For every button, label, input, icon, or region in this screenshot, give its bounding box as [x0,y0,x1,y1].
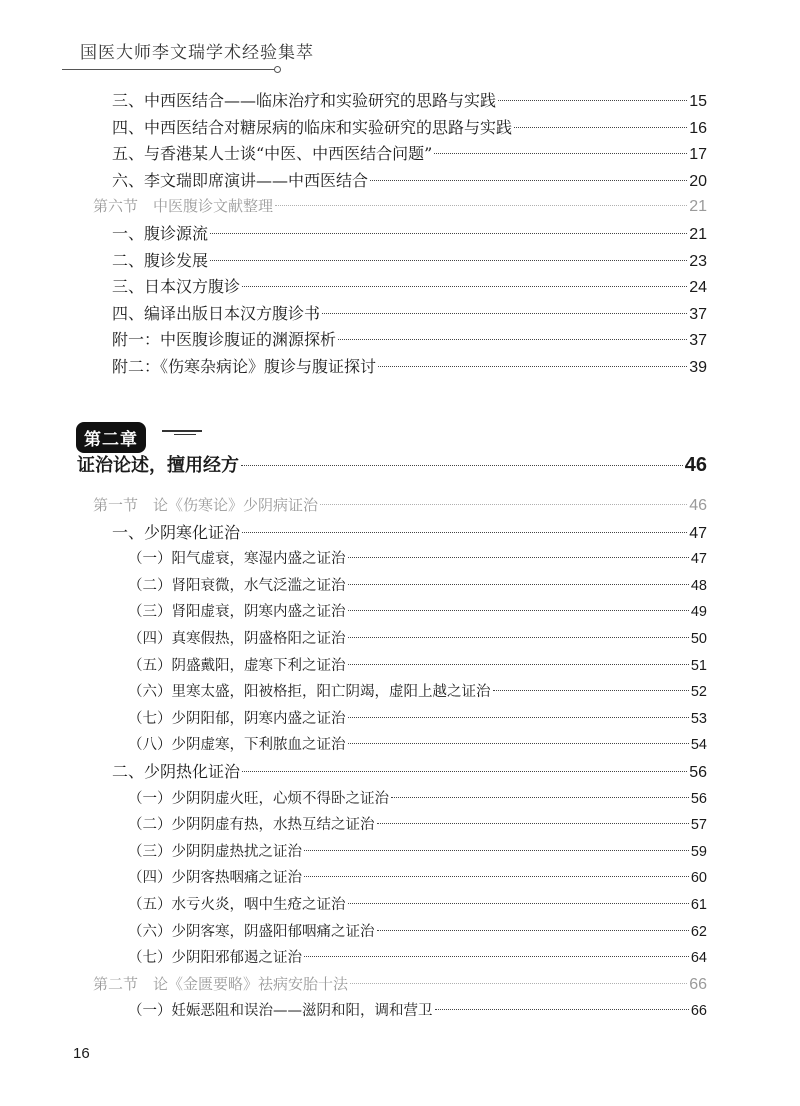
toc-entry-title: 三、中西医结合——临床治疗和实验研究的思路与实践 [112,91,497,110]
chapter-rule [162,430,202,436]
toc-entry-row[interactable] [112,274,707,300]
leader-dots [498,100,687,101]
toc-entry-page: 59 [690,843,707,860]
toc-entry-title: （三）肾阳虚衰，阴寒内盛之证治 [128,604,346,621]
toc-entry-title: 四、中西医结合对糖尿病的临床和实验研究的思路与实践 [112,117,513,137]
toc-entry-page: 54 [690,737,707,754]
toc-entry-page: 24 [689,279,707,297]
toc-entry-title: （五）水亏火炎，咽中生疮之证治 [128,897,346,913]
toc-entry-row[interactable] [128,812,707,838]
leader-dots [348,717,689,718]
leader-dots [493,690,689,691]
toc-entry-page: 66 [689,975,707,993]
toc-entry-page: 61 [690,897,707,913]
toc-entry-title: （七）少阴阳邪郁遏之证治 [128,950,302,967]
toc-entry-page: 60 [690,870,707,887]
toc-entry-page: 48 [690,577,707,594]
toc-entry-page: 46 [689,497,707,514]
toc-entry-page: 39 [689,359,707,376]
leader-dots [514,127,687,128]
toc-entry-row[interactable] [128,945,707,971]
toc-entry-page: 20 [689,172,707,190]
toc-entry-title: 附二：《伤寒杂病论》腹诊与腹证探讨 [112,357,377,376]
leader-dots [348,903,689,904]
toc-entry-row[interactable] [128,865,707,891]
toc-entry-page: 51 [690,657,707,674]
toc-entry-title: 一、腹诊源流 [112,224,209,243]
leader-dots [370,180,687,181]
toc-entry-title: 五、与香港某人士谈“中医、中西医结合问题” [112,144,433,164]
toc-entry-page: 56 [690,790,707,807]
toc-entry-title: （三）少阴阴虚热扰之证治 [128,843,302,860]
leader-dots [348,743,689,744]
leader-dots [242,771,687,772]
toc-entry-title: （一）妊娠恶阻和误治——滋阴和阳，调和营卫 [128,1003,433,1020]
leader-dots [348,610,689,611]
leader-dots [435,1009,689,1010]
toc-entry-row[interactable] [112,221,707,247]
leader-dots [304,876,689,877]
leader-dots [348,584,689,585]
chapter-title-row[interactable] [77,450,707,480]
chapter-page: 46 [684,454,707,476]
toc-entry-row[interactable] [128,573,707,599]
toc-entry-title: （四）真寒假热，阴盛格阳之证治 [128,631,346,647]
toc-entry-title: 六、李文瑞即席演讲——中西医结合 [112,170,369,190]
toc-entry-row[interactable] [112,115,707,141]
toc-entry-row[interactable] [112,88,707,114]
toc-entry-title: 三、日本汉方腹诊 [112,277,241,297]
toc-entry-title: 第二节 论《金匮要略》祛病安胎十法 [93,975,349,993]
toc-entry-page: 21 [689,198,707,216]
toc-entry-title: 第一节 论《伤寒论》少阴病证治 [93,497,319,514]
toc-entry-row[interactable] [128,998,707,1024]
toc-entry-title: （一）少阴阴虚火旺，心烦不得卧之证治 [128,790,389,807]
leader-dots [320,504,687,505]
toc-entry-row[interactable] [112,141,707,167]
toc-entry-row[interactable] [128,892,707,918]
toc-entry-row[interactable] [128,679,707,705]
toc-entry-title: （二）肾阳衰微，水气泛滥之证治 [128,577,346,594]
toc-entry-title: （一）阳气虚衰，寒湿内盛之证治 [128,551,346,568]
leader-dots [242,286,687,287]
toc-entry-page: 57 [690,817,707,834]
toc-entry-row[interactable] [128,626,707,652]
toc-entry-title: （六）里寒太盛，阳被格拒，阳亡阴竭，虚阳上越之证治 [128,684,491,701]
toc-entry-page: 53 [690,710,707,727]
toc-entry-page: 66 [690,1003,707,1020]
toc-entry-row[interactable] [128,706,707,732]
toc-entry-row[interactable] [128,599,707,625]
leader-dots [322,313,687,314]
toc-entry-title: （八）少阴虚寒，下利脓血之证治 [128,737,346,754]
toc-section-row[interactable] [93,194,707,220]
leader-dots [242,532,687,533]
leader-dots [210,260,687,261]
leader-dots [275,205,687,206]
leader-dots [377,823,689,824]
toc-entry-page: 56 [689,764,707,781]
toc-entry-page: 49 [690,604,707,621]
toc-entry-page: 23 [689,252,707,270]
toc-entry-row[interactable] [128,653,707,679]
leader-dots [377,930,689,931]
toc-entry-title: 四、编译出版日本汉方腹诊书 [112,303,321,323]
leader-dots [304,956,689,957]
toc-entry-page: 64 [690,950,707,967]
leader-dots [338,339,687,340]
leader-dots [304,850,689,851]
toc-entry-page: 16 [689,119,707,137]
toc-section-row[interactable] [93,493,707,519]
toc-entry-row[interactable] [128,786,707,812]
chapter-title: 证治论述，擅用经方 [77,455,239,475]
toc-entry-title: （四）少阴客热咽痛之证治 [128,870,302,887]
toc-entry-row[interactable] [112,327,707,353]
toc-entry-title: （六）少阴客寒，阴盛阳郁咽痛之证治 [128,923,375,940]
toc-entry-title: 一、少阴寒化证治 [112,522,241,542]
page-number: 16 [73,1045,90,1062]
toc-entry-row[interactable] [112,248,707,274]
leader-dots [378,366,687,367]
leader-dots [348,637,689,638]
leader-dots [434,153,687,154]
leader-dots [391,797,689,798]
toc-entry-row[interactable] [128,919,707,945]
chapter-badge: 第二章 [76,422,146,453]
toc-entry-row[interactable] [128,732,707,758]
running-header: 国医大师李文瑞学术经验集萃 [80,43,314,63]
toc-entry-title: （七）少阴阳郁，阴寒内盛之证治 [128,710,346,727]
toc-entry-row[interactable] [112,301,707,327]
toc-section-row[interactable] [93,972,707,998]
toc-entry-title: 二、腹诊发展 [112,250,209,270]
toc-entry-title: 第六节 中医腹诊文献整理 [93,198,274,216]
leader-dots [348,664,689,665]
toc-entry-title: 二、少阴热化证治 [112,762,241,781]
toc-entry-page: 15 [689,93,707,110]
toc-entry-page: 47 [689,524,707,542]
toc-entry-row[interactable] [112,759,707,785]
toc-entry-page: 17 [689,146,707,164]
leader-dots [241,465,683,466]
toc-entry-row[interactable] [112,168,707,194]
toc-entry-page: 37 [689,305,707,323]
leader-dots [350,983,687,984]
toc-entry-page: 50 [690,631,707,647]
toc-entry-row[interactable] [128,839,707,865]
toc-entry-page: 52 [690,684,707,701]
toc-entry-row[interactable] [128,546,707,572]
toc-entry-row[interactable] [112,354,707,380]
toc-entry-title: （二）少阴阴虚有热，水热互结之证治 [128,817,375,834]
toc-entry-title: （五）阴盛戴阳，虚寒下利之证治 [128,657,346,674]
toc-entry-page: 37 [689,332,707,350]
leader-dots [210,233,687,234]
header-rule [62,69,277,70]
toc-entry-page: 21 [689,226,707,243]
toc-entry-page: 62 [690,923,707,940]
leader-dots [348,557,689,558]
toc-entry-title: 附一：中医腹诊腹证的渊源探析 [112,330,337,350]
toc-entry-row[interactable] [112,520,707,546]
toc-entry-page: 47 [690,551,707,568]
